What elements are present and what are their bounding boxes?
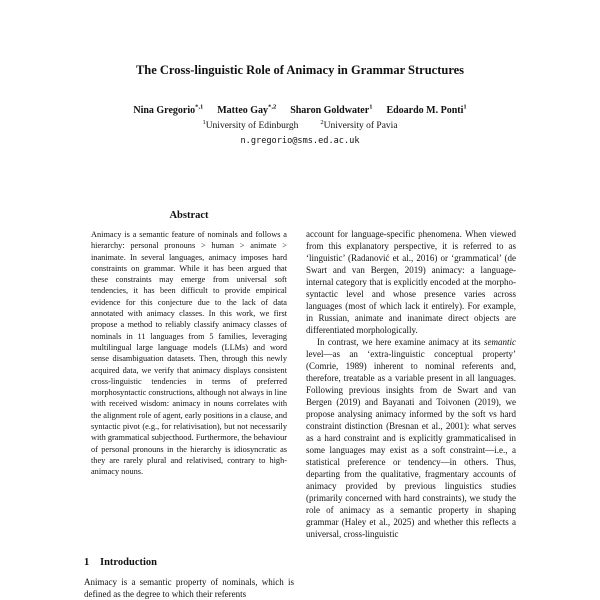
paper-content xyxy=(84,0,516,600)
affiliation-marker: 1 xyxy=(202,118,206,126)
author-affiliation-marker: 1 xyxy=(369,103,373,111)
contact-email: n.gregorio@sms.ed.ac.uk xyxy=(240,136,360,146)
introduction-paragraph: Animacy is a semantic property of nominals, which is defined as the degree to which their referents xyxy=(84,577,294,599)
author-name: Edoardo M. Ponti xyxy=(386,105,464,116)
author-name: Nina Gregorio xyxy=(133,105,196,116)
affiliation-1 xyxy=(202,120,298,132)
affiliation-name: University of Pavia xyxy=(323,121,398,131)
section-number: 1 xyxy=(84,557,90,568)
section-title: Introduction xyxy=(100,557,157,568)
author-1 xyxy=(133,104,203,117)
author-3 xyxy=(290,104,372,117)
author-list xyxy=(84,104,516,117)
abstract-section xyxy=(84,209,294,478)
right-column xyxy=(306,209,516,600)
right-column-paragraph-2 xyxy=(306,336,516,540)
abstract-heading: Abstract xyxy=(169,210,209,221)
left-column xyxy=(84,209,294,600)
paragraph-text: level—as an ‘extra-linguistic conceptual property’ (Comrie, 1989) inherent to nominal referents and, therefore, treatable as a variable present in all languages. Following previous insights from de Swart and van Bergen (2019) and Bayanati and Toivonen (2019), we propose analysing animacy informed by the soft vs hard constraint distinction (Bresnan et al., 2001): what serves as a hard constraint and is explicitly grammaticalised in some languages may exist as a soft constraint—i.e., a statistical preference or tendency—in others. Thus, departing from the qualitative, fragmentary accounts of animacy provided by previous linguistics studies (primarily concerned with hard constraints), we study the role of animacy as a semantic property in shaping grammar (Haley et al., 2025) and whether this reflects a universal, cross-linguistic xyxy=(306,349,516,539)
right-column-paragraph-1: account for language-specific phenomena. When viewed from this explanatory perspective, it is referred to as ‘linguistic’ (Radanović et al., 2016) or ‘grammatical’ (de Swart and van Bergen, 2019) animacy: a language-internal category that is explicitly encoded at the morpho-syntactic level and whose presence varies across languages (most of which lack it entirely). For example, in Russian, animate and inanimate direct objects are differentiated morphologically. xyxy=(306,229,516,335)
abstract-text: Animacy is a semantic feature of nominals and follows a hierarchy: personal pronouns > human > animate > inanimate. In several languages, animacy imposes hard constraints on grammar. While it has been argued that these constraints may emerge from universal soft tendencies, it has been difficult to provide empirical evidence for this conjecture due to the lack of data annotated with animacy classes. In this work, we first propose a method to reliably classify animacy classes of nominals in 11 languages from 5 families, leveraging multilingual large language models (LLMs) and word sense disambiguation datasets. Then, through this newly acquired data, we verify that animacy displays consistent cross-linguistic tendencies in terms of preferred morphosyntactic constructions, although not always in line with received wisdom: animacy in nouns correlates with the alignment role of agent, early positions in a clause, and syntactic pivot (e.g., for relativisation), but not necessarily with grammatical subjecthood. Furthermore, the behaviour of personal pronouns in the hierarchy is idiosyncratic as they are rarely plural and relativised, contrary to high-animacy nouns. xyxy=(91,230,287,477)
emphasized-word: semantic xyxy=(484,337,516,347)
author-name: Matteo Gay xyxy=(217,105,269,116)
affiliation-list xyxy=(84,120,516,132)
author-4 xyxy=(386,104,466,117)
author-affiliation-marker: *,2 xyxy=(268,103,277,111)
affiliation-2 xyxy=(320,120,397,132)
introduction-heading xyxy=(84,556,294,569)
author-affiliation-marker: *,1 xyxy=(195,103,204,111)
author-affiliation-marker: 1 xyxy=(463,103,467,111)
two-column-body xyxy=(84,209,516,600)
author-name: Sharon Goldwater xyxy=(290,105,370,116)
introduction-section xyxy=(84,544,294,600)
author-2 xyxy=(217,104,276,117)
affiliation-marker: 2 xyxy=(320,118,324,126)
affiliation-name: University of Edinburgh xyxy=(205,121,299,131)
paper-title: The Cross-linguistic Role of Animacy in Grammar Structures xyxy=(135,63,465,77)
paragraph-text: In contrast, we here examine animacy at its xyxy=(317,337,484,347)
